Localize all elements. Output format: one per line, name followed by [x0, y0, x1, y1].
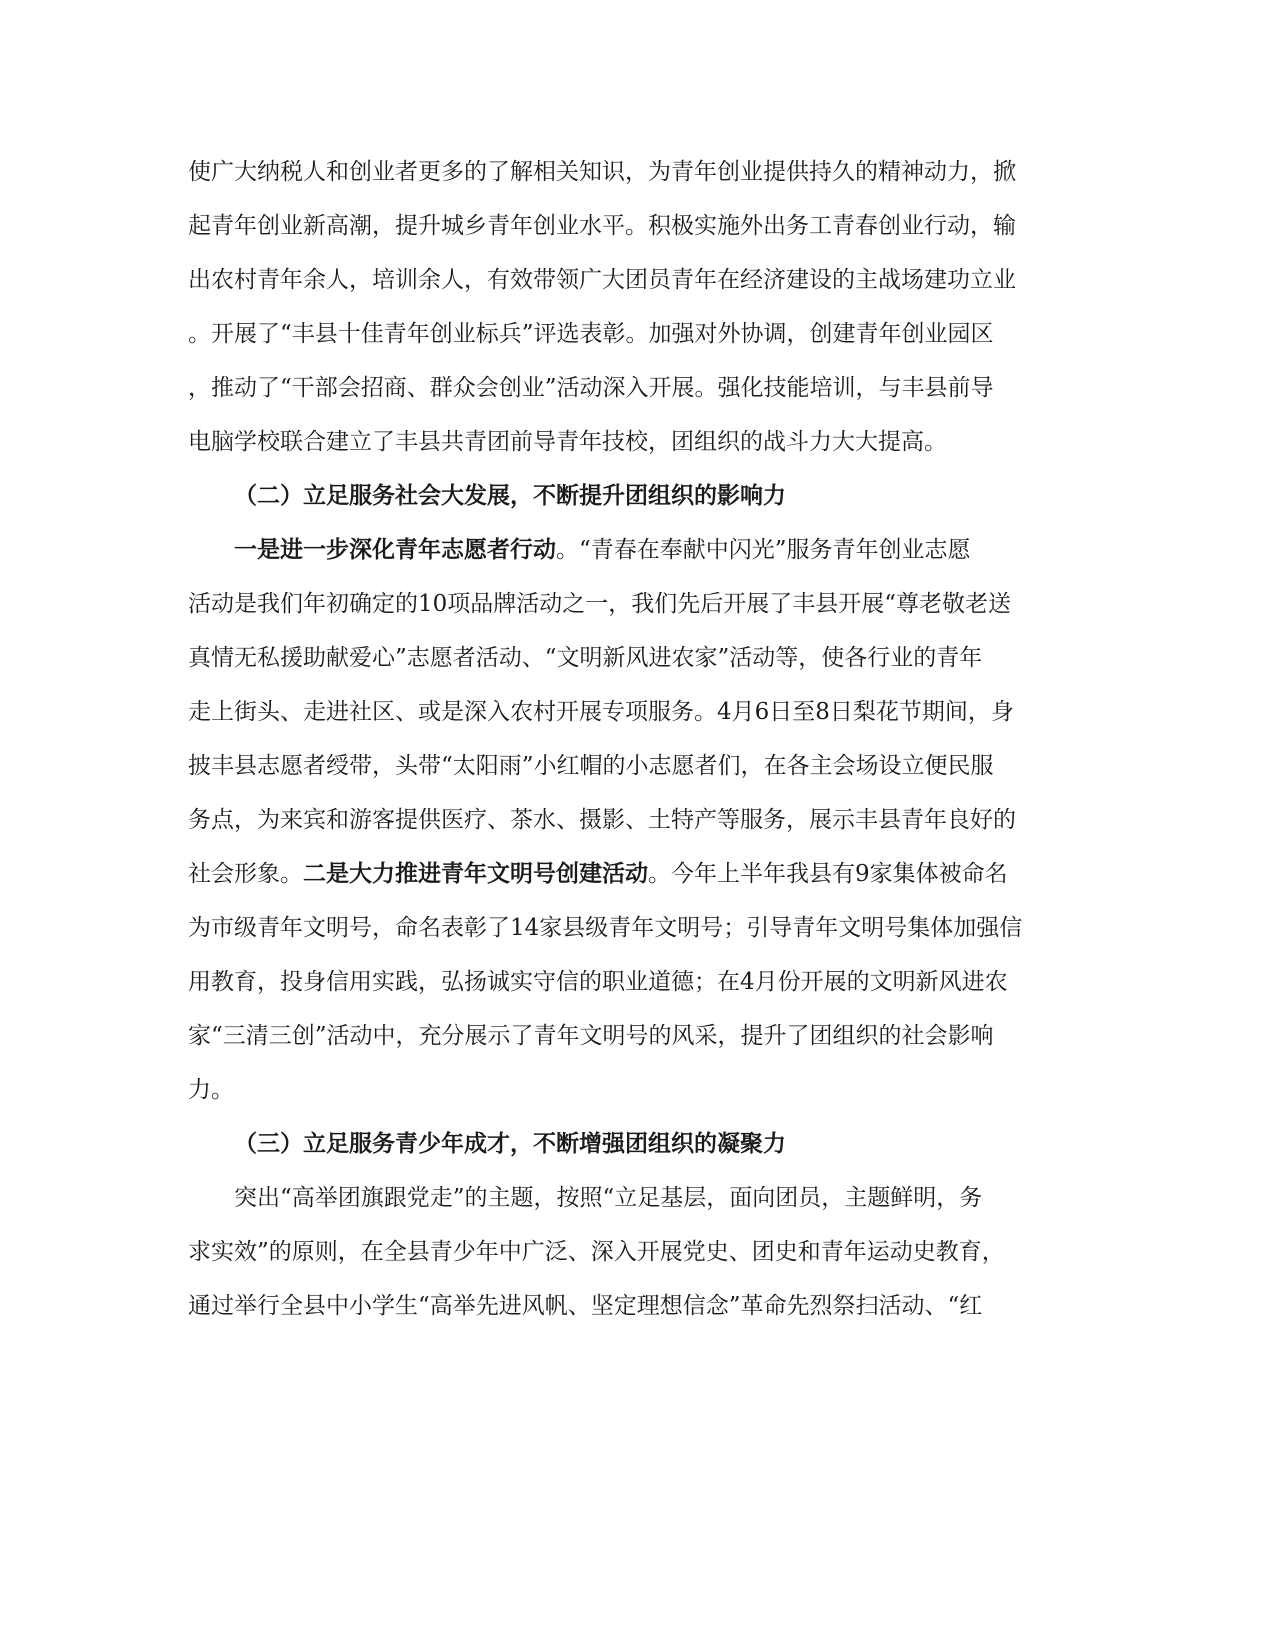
- paragraph-line: 求实效”的原则，在全县青少年中广泛、深入开展党史、团史和青年运动史教育，: [188, 1239, 1005, 1265]
- paragraph-line: 突出“高举团旗跟党走”的主题，按照“立足基层，面向团员，主题鲜明，务: [234, 1185, 983, 1211]
- bold-phrase: 二是大力推进青年文明号创建活动: [303, 860, 648, 887]
- paragraph-line: [188, 859, 1088, 889]
- paragraph-line: 务点，为来宾和游客提供医疗、茶水、摄影、土特产等服务，展示丰县青年良好的: [188, 807, 1016, 833]
- paragraph-line: 力。: [188, 1077, 234, 1103]
- paragraph-line: 活动是我们年初确定的10项品牌活动之一，我们先后开展了丰县开展“尊老敬老送: [188, 591, 1012, 617]
- paragraph-line: 起青年创业新高潮，提升城乡青年创业水平。积极实施外出务工青春创业行动，输: [188, 213, 1016, 239]
- text-run: 。今年上半年我县有9家集体被命名: [648, 861, 1008, 887]
- paragraph-line: 。开展了“丰县十佳青年创业标兵”评选表彰。加强对外协调，创建青年创业园区: [188, 321, 994, 347]
- paragraph-line: 走上街头、走进社区、或是深入农村开展专项服务。4月6日至8日梨花节期间，身: [188, 699, 1014, 725]
- text-run: 社会形象。: [188, 861, 303, 887]
- paragraph-line: 真情无私援助献爱心”志愿者活动、“文明新风进农家”活动等，使各行业的青年: [188, 645, 983, 671]
- section-heading-2: （二）立足服务社会大发展，不断提升团组织的影响力: [234, 482, 786, 509]
- paragraph-line: 家“三清三创”活动中，充分展示了青年文明号的风采，提升了团组织的社会影响: [188, 1023, 994, 1049]
- bold-phrase: 一是进一步深化青年志愿者行动: [234, 536, 556, 563]
- paragraph-line: ，推动了“干部会招商、群众会创业”活动深入开展。强化技能培训，与丰县前导: [188, 375, 994, 401]
- paragraph-line: 用教育，投身信用实践，弘扬诚实守信的职业道德；在4月份开展的文明新风进农: [188, 969, 1008, 995]
- text-run: 。“青春在奉献中闪光”服务青年创业志愿: [556, 537, 971, 563]
- paragraph-line: 电脑学校联合建立了丰县共青团前导青年技校，团组织的战斗力大大提高。: [188, 429, 947, 455]
- paragraph-line: 通过举行全县中小学生“高举先进风帆、坚定理想信念”革命先烈祭扫活动、“红: [188, 1293, 983, 1319]
- paragraph-line: 使广大纳税人和创业者更多的了解相关知识，为青年创业提供持久的精神动力，掀: [188, 159, 1016, 185]
- section-heading-3: （三）立足服务青少年成才，不断增强团组织的凝聚力: [234, 1130, 786, 1157]
- paragraph-line: 披丰县志愿者绶带，头带“太阳雨”小红帽的小志愿者们，在各主会场设立便民服: [188, 753, 994, 779]
- paragraph-line: 出农村青年余人，培训余人，有效带领广大团员青年在经济建设的主战场建功立业: [188, 267, 1016, 293]
- paragraph-line: [234, 535, 1134, 565]
- paragraph-line: 为市级青年文明号，命名表彰了14家县级青年文明号；引导青年文明号集体加强信: [188, 915, 1023, 941]
